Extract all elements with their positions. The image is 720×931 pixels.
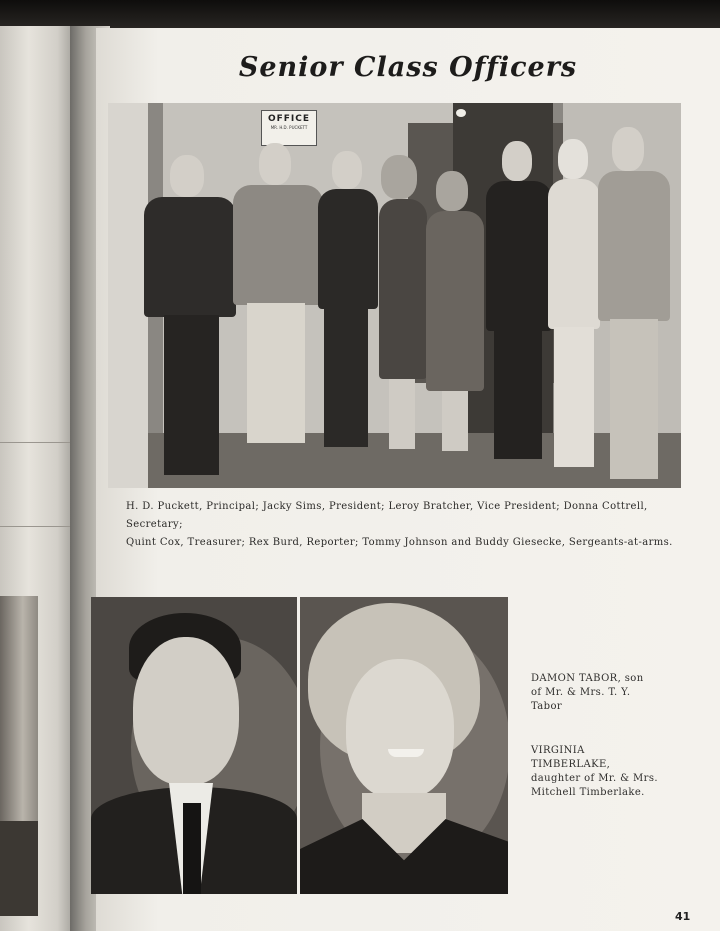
- page-number: 41: [675, 910, 691, 923]
- portrait-damon-tabor: [91, 597, 297, 894]
- damon-tabor-bio: DAMON TABOR, son of Mr. & Mrs. T. Y. Tabor: [531, 673, 644, 712]
- caption-line: Quint Cox, Treasurer; Rex Burd, Reporter; Tommy Johnson and Buddy Giesecke, Sergeants-at-arms.: [126, 537, 673, 548]
- office-sign-name: MR. H.D. PUCKETT: [270, 125, 308, 130]
- facing-page-photo: [0, 596, 38, 916]
- group-photo-caption: [126, 498, 686, 552]
- office-door-sign: [261, 110, 317, 146]
- portrait-virginia-timberlake: [300, 597, 508, 894]
- facing-page-rule: [0, 442, 74, 443]
- facing-page-rule: [0, 526, 74, 527]
- office-sign-word: OFFICE: [267, 114, 311, 124]
- ceiling-light: [456, 109, 466, 117]
- page-title: Senior Class Officers: [238, 52, 578, 83]
- virginia-timberlake-bio: VIRGINIA TIMBERLAKE, daughter of Mr. & Mrs. Mitchell Timberlake.: [531, 745, 658, 798]
- caption-line: H. D. Puckett, Principal; Jacky Sims, President; Leroy Bratcher, Vice President; Donna Cottrell, Secretary;: [126, 501, 648, 530]
- officers-group-photo: [108, 103, 681, 488]
